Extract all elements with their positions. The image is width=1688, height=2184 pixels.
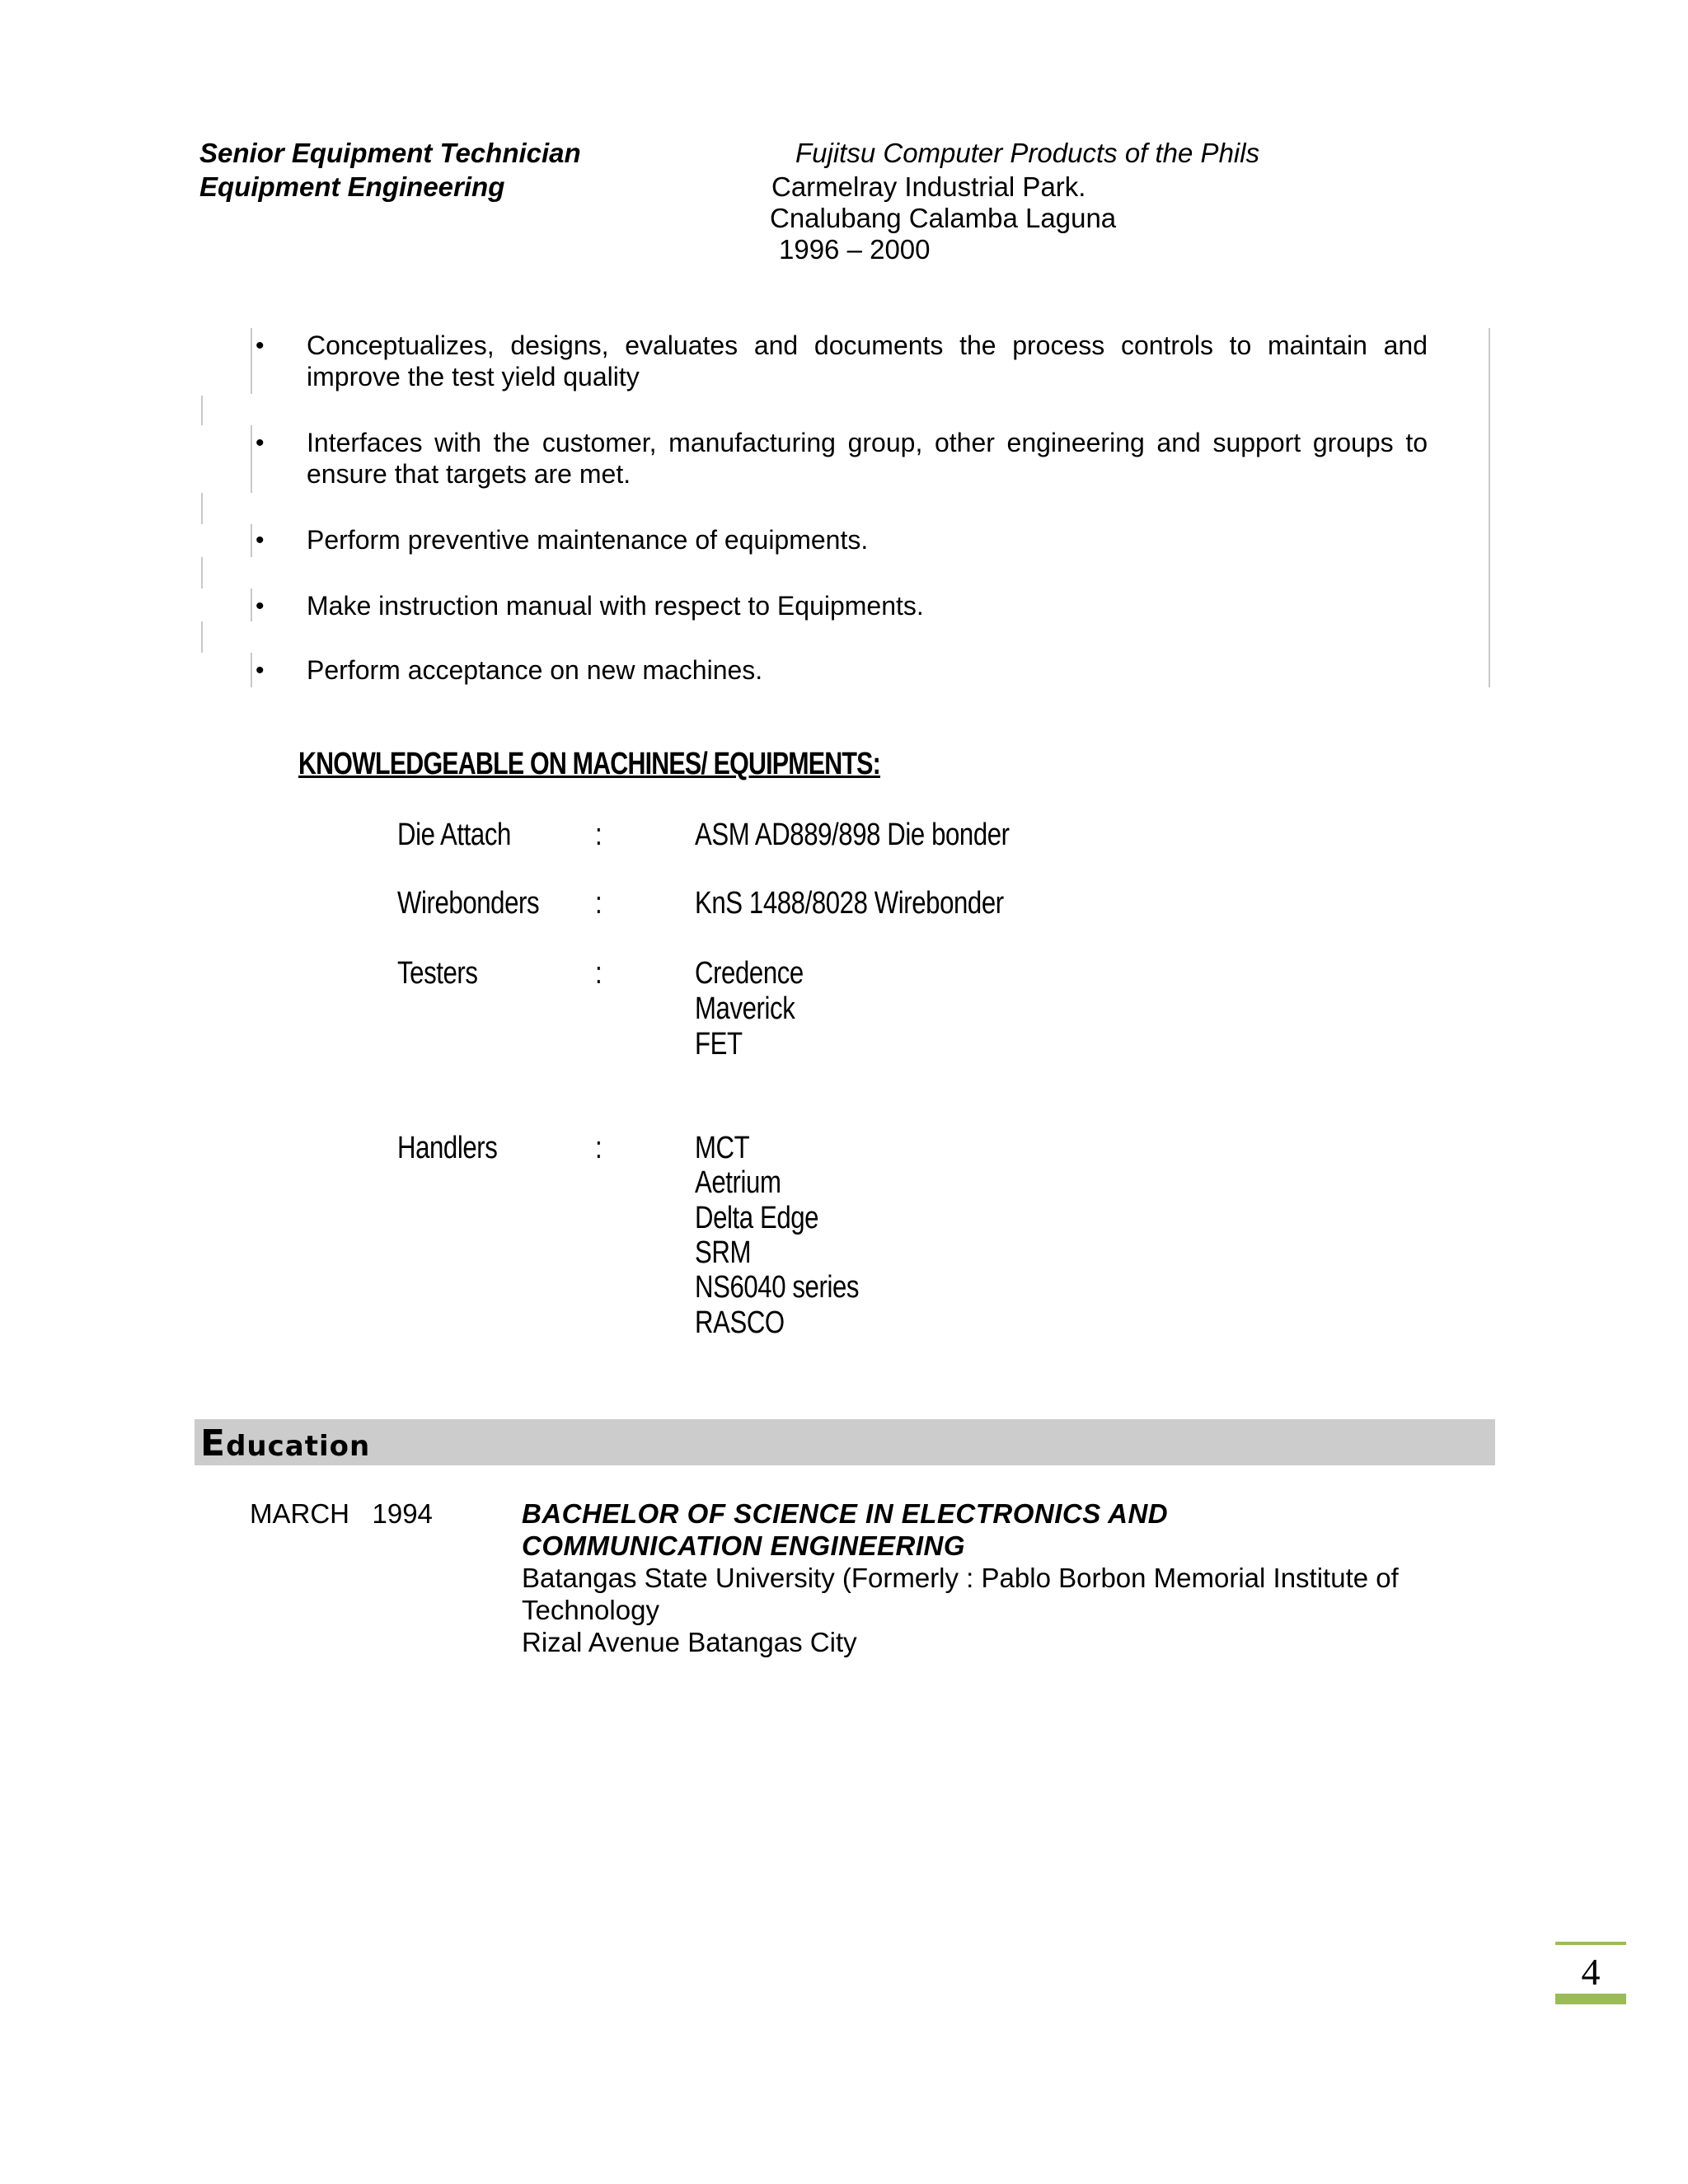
- change-bar: [201, 493, 203, 524]
- change-bar: [251, 653, 252, 687]
- employment-years: 1996 – 2000: [779, 234, 931, 265]
- machine-value: Credence: [695, 956, 804, 991]
- machine-value: KnS 1488/8028 Wirebonder: [695, 886, 1004, 921]
- degree-title-cont: COMMUNICATION ENGINEERING: [522, 1530, 966, 1561]
- machine-value: FET: [695, 1027, 743, 1062]
- change-bar: [251, 524, 252, 557]
- change-bar: [201, 621, 203, 653]
- machine-value: Maverick: [695, 991, 795, 1026]
- education-section-bar: [195, 1419, 1495, 1465]
- bullet-icon: •: [256, 657, 265, 684]
- change-bar: [251, 328, 252, 394]
- machine-value: Delta Edge: [695, 1201, 819, 1235]
- page-number-rule-bottom: [1555, 1994, 1626, 2004]
- machine-label: Wirebonders: [397, 886, 540, 921]
- job-department: Equipment Engineering: [199, 171, 505, 202]
- bullet-icon: •: [256, 332, 265, 359]
- job-title: Senior Equipment Technician: [199, 138, 581, 168]
- page-number-box: [1555, 1942, 1626, 2004]
- change-bar: [251, 425, 252, 493]
- machine-value: Aetrium: [695, 1165, 781, 1200]
- page-number-rule-top: [1555, 1942, 1626, 1945]
- school-address: Rizal Avenue Batangas City: [522, 1627, 857, 1657]
- machine-label: Die Attach: [397, 818, 511, 852]
- machine-label: Handlers: [397, 1131, 498, 1165]
- change-bar: [251, 588, 252, 621]
- knowledge-heading: KNOWLEDGEABLE ON MACHINES/ EQUIPMENTS:: [298, 747, 880, 781]
- change-bar: [201, 396, 203, 425]
- machine-value: MCT: [695, 1131, 750, 1165]
- employer-address-line1: Carmelray Industrial Park.: [771, 171, 1086, 202]
- bullet-icon: •: [256, 527, 265, 554]
- page-number: 4: [1581, 1951, 1601, 1993]
- school-name: Batangas State University (Formerly : Pablo Borbon Memorial Institute of: [522, 1563, 1399, 1593]
- separator: :: [595, 956, 603, 991]
- machine-label: Testers: [397, 956, 478, 991]
- employer-address-line2: Cnalubang Calamba Laguna: [770, 203, 1117, 233]
- employer-name: Fujitsu Computer Products of the Phils: [795, 138, 1260, 168]
- machine-value: SRM: [695, 1235, 752, 1270]
- change-bar: [1489, 328, 1490, 687]
- machine-value: RASCO: [695, 1305, 785, 1340]
- education-date: MARCH 1994: [250, 1498, 433, 1529]
- separator: :: [595, 818, 603, 852]
- bullet-icon: •: [256, 429, 265, 457]
- change-bar: [201, 557, 203, 588]
- education-heading: Education: [200, 1422, 371, 1465]
- degree-title: BACHELOR OF SCIENCE IN ELECTRONICS AND: [522, 1498, 1169, 1529]
- bullet-icon: •: [256, 593, 265, 620]
- school-name-cont: Technology: [522, 1595, 659, 1625]
- separator: :: [595, 1131, 603, 1165]
- separator: :: [595, 886, 603, 921]
- machine-value: NS6040 series: [695, 1270, 860, 1305]
- machine-value: ASM AD889/898 Die bonder: [695, 818, 1010, 852]
